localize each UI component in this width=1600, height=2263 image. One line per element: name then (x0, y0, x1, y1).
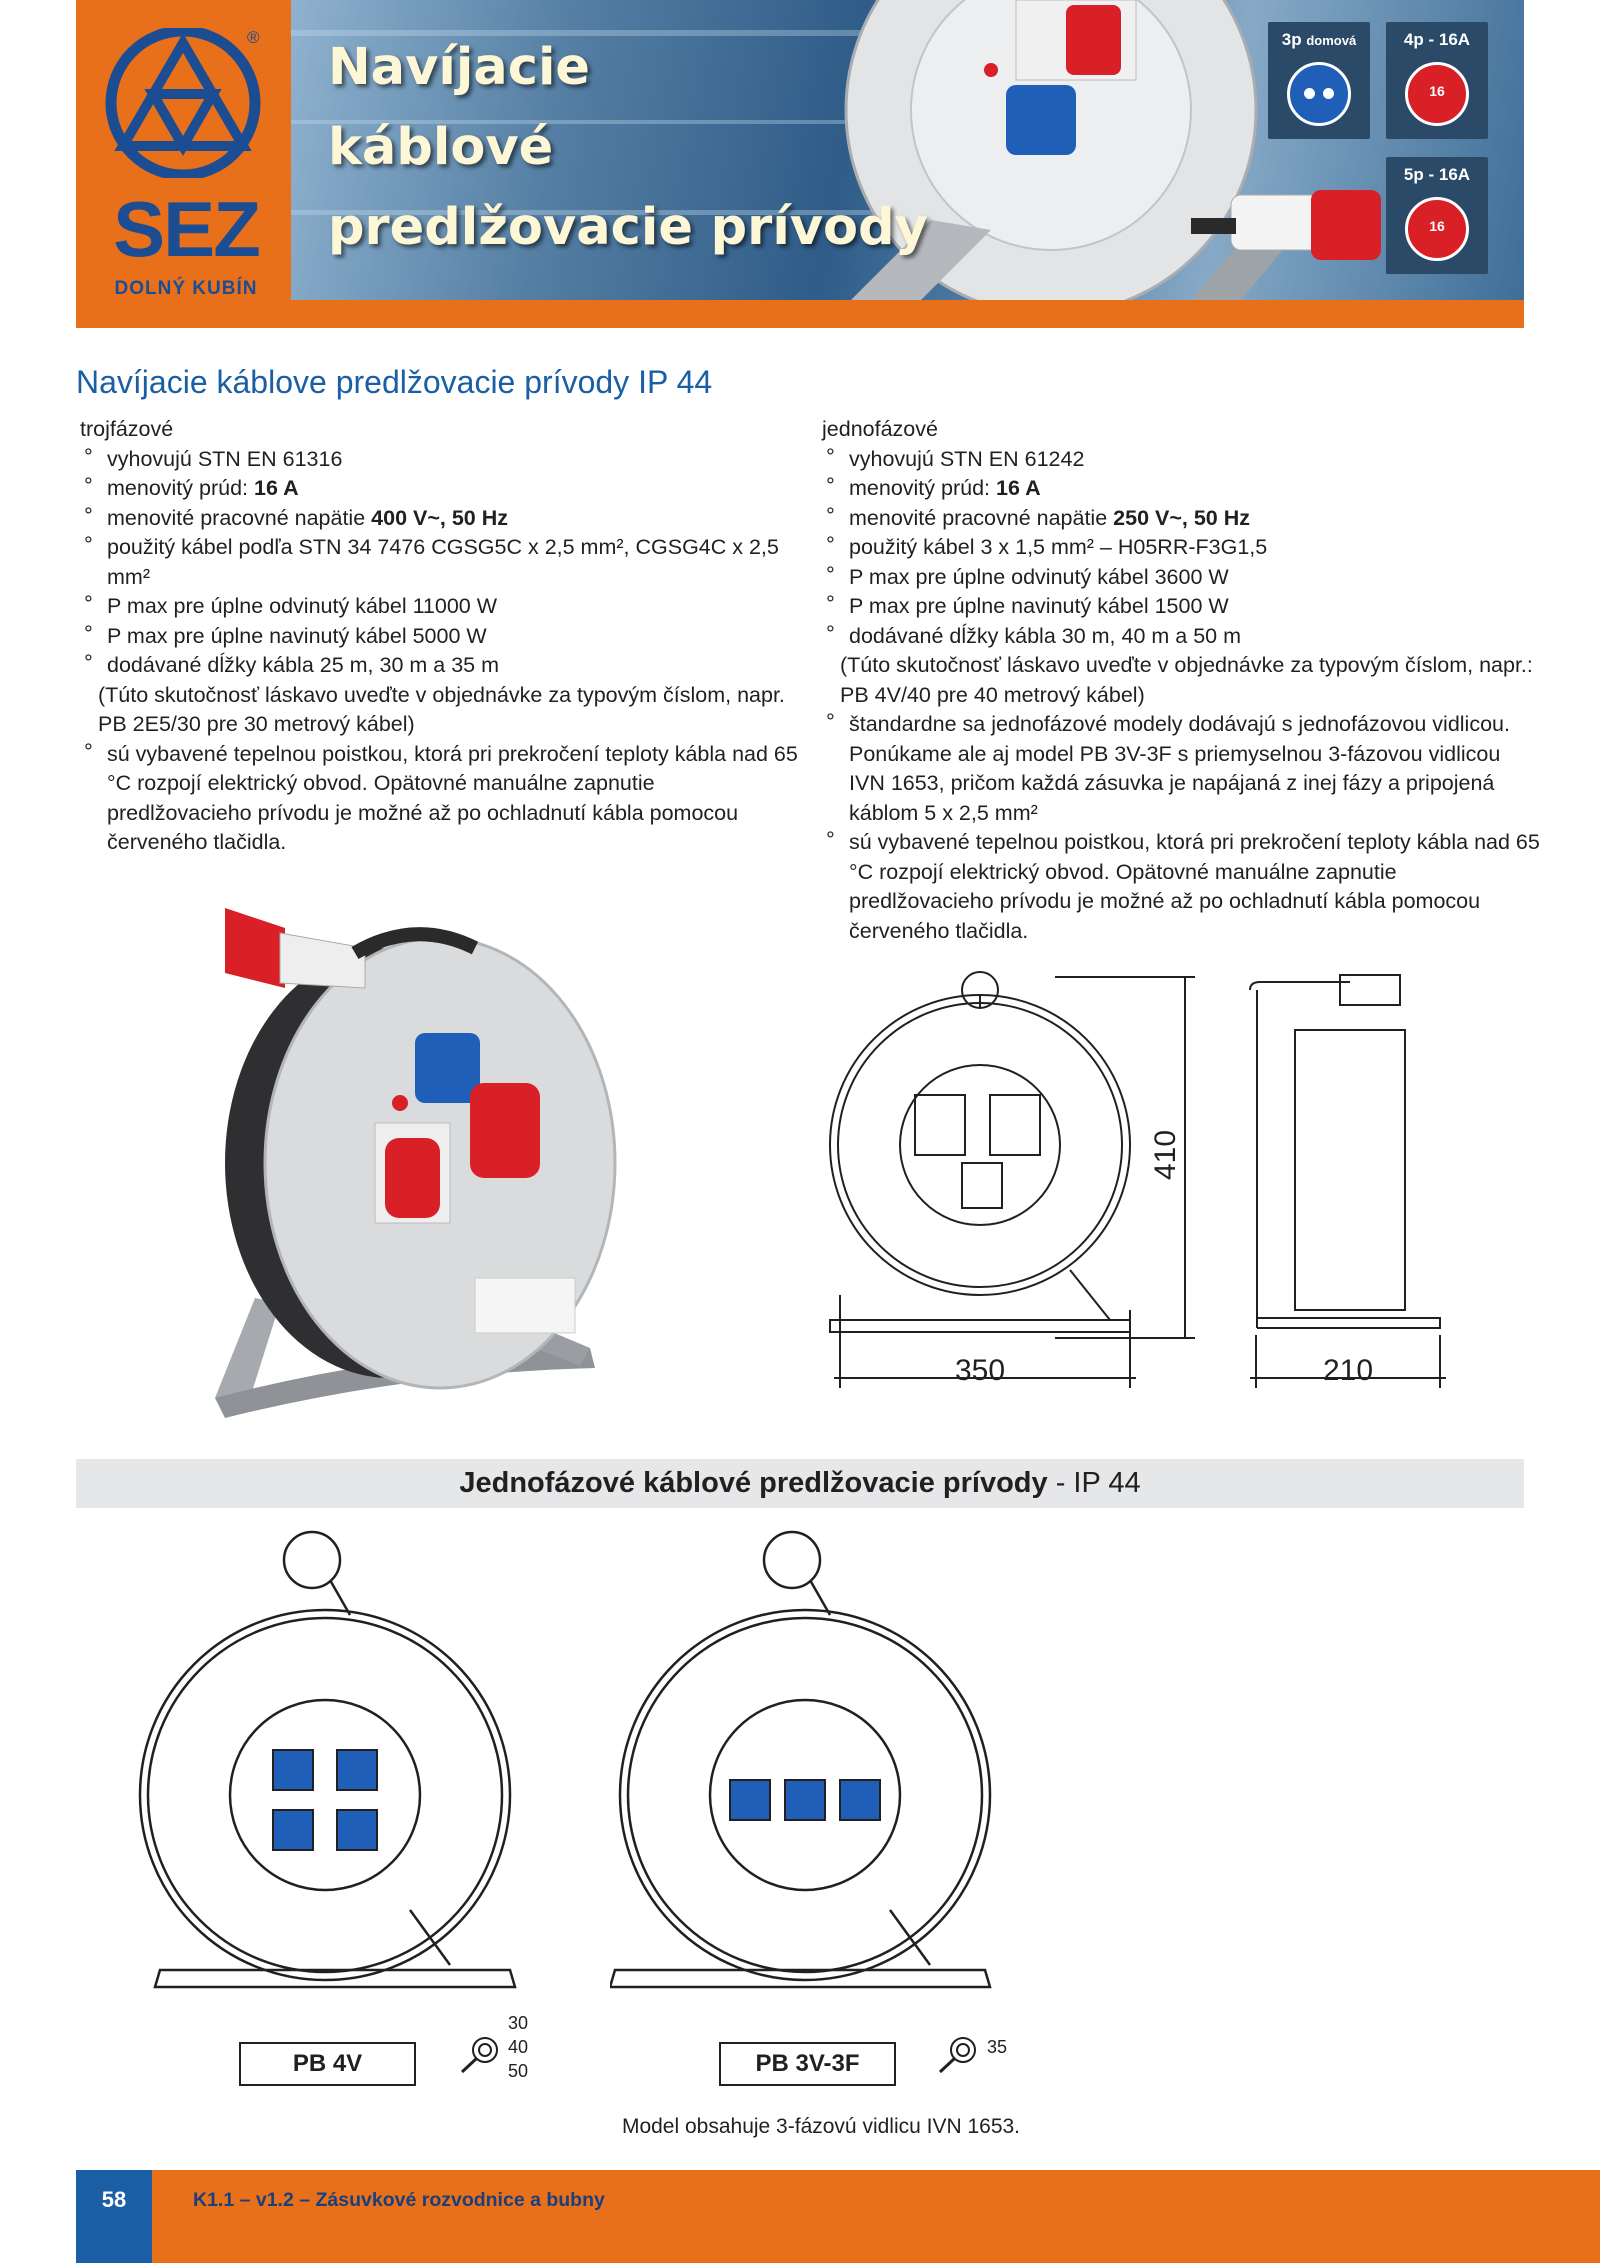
page-number-box (76, 2170, 152, 2263)
sez-logo-emblem (102, 28, 265, 178)
cable-coil-icon (452, 2030, 502, 2080)
spec-item: ° P max pre úplne navinutý kábel 1500 W (822, 592, 1542, 622)
pb-3v-3f-drawing (610, 1525, 1010, 2000)
model-label-pb-4v: PB 4V (239, 2042, 416, 2086)
spec-item: ° použitý kábel 3 x 1,5 mm² – H05RR-F3G1,5 (822, 533, 1542, 563)
spec-item: ° P max pre úplne navinutý kábel 5000 W (80, 622, 800, 652)
spec-item: ° vyhovujú STN EN 61316 (80, 445, 800, 475)
dimension-drawing (820, 970, 1450, 1410)
three-phase-heading: trojfázové (80, 417, 174, 441)
badge-4p (1386, 22, 1488, 139)
spec-item: ° menovité pracovné napätie 250 V~, 50 Hz (822, 504, 1542, 534)
banner-title-line: Navíjacie (328, 38, 591, 97)
spec-item: ° P max pre úplne odvinutý kábel 3600 W (822, 563, 1542, 593)
pb-4v-drawing (130, 1525, 530, 2000)
spec-item: ° dodávané dĺžky kábla 30 m, 40 m a 50 m (822, 622, 1542, 652)
spec-item: ° dodávané dĺžky kábla 25 m, 30 m a 35 m (80, 651, 800, 681)
subsection-title: Jednofázové káblové predlžovacie prívody - IP 44 (459, 1467, 1141, 1499)
dim-width: 350 (954, 1354, 1006, 1387)
logo-subtitle: DOLNÝ KUBÍN (114, 278, 258, 299)
spec-item: ° sú vybavené tepelnou poistkou, ktorá pri prekročení teploty kábla nad 65 °C rozpojí elektrický obvod. Opätovné manuálne zapnutie predlžovacieho prívodu je možné až po ochladnutí kábla pomocou červeného tlačidla. (822, 828, 1542, 946)
logo-name: SEZ (113, 185, 259, 273)
spec-item: ° štandardne sa jednofázové modely dodávajú s jednofázovou vidlicou. Ponúkame ale aj model PB 3V-3F s priemyselnou 3-fázovou vidlicou IVN 1653, pričom každá zásuvka je napájaná z inej fázy a pripojená káblom 5 x 2,5 mm² (822, 710, 1542, 828)
badge-label: 4p - 16A (1403, 30, 1471, 49)
spec-item: ° P max pre úplne odvinutý kábel 11000 W (80, 592, 800, 622)
footer-section-label: K1.1 – v1.2 – Zásuvkové rozvodnice a bubny (193, 2189, 605, 2211)
cee-5p-socket-icon: 16 (1405, 197, 1469, 261)
pb-4v-lengths: 30 40 50 (508, 2013, 529, 2081)
spec-item: ° menovitý prúd: 16 A (822, 474, 1542, 504)
badge-3p (1268, 22, 1370, 139)
section-title: Navíjacie káblove predlžovacie prívody IP 44 (76, 364, 713, 400)
cable-coil-icon (930, 2030, 980, 2080)
spec-item: ° vyhovujú STN EN 61242 (822, 445, 1542, 475)
spec-item: ° sú vybavené tepelnou poistkou, ktorá pri prekročení teploty kábla nad 65 °C rozpojí elektrický obvod. Opätovné manuálne zapnutie predlžovacieho prívodu je možné až po ochladnutí kábla pomocou červeného tlačidla. (80, 740, 800, 858)
banner-title-line: predlžovacie prívody (328, 198, 928, 257)
model-note: Model obsahuje 3-fázovú vidlicu IVN 1653. (621, 2115, 1021, 2138)
footer-bar (76, 2170, 1600, 2263)
pb-3v-3f-lengths: 35 (987, 2037, 1008, 2057)
spec-item: ° menovitý prúd: 16 A (80, 474, 800, 504)
schuko-socket-icon (1287, 62, 1351, 126)
dim-height: 410 (1149, 1129, 1182, 1181)
spec-item: ° menovité pracovné napätie 400 V~, 50 Hz (80, 504, 800, 534)
badge-label: 5p - 16A (1403, 165, 1471, 184)
page-number: 58 (101, 2187, 127, 2212)
badge-5p (1386, 157, 1488, 274)
three-phase-specs (80, 415, 800, 858)
badge-label: 3p domová (1281, 30, 1357, 49)
three-phase-reel-photo (195, 878, 625, 1423)
single-phase-specs (822, 415, 1542, 946)
dim-depth: 210 (1322, 1354, 1374, 1387)
cee-4p-socket-icon: 16 (1405, 62, 1469, 126)
single-phase-heading: jednofázové (822, 417, 938, 441)
model-label-pb-3v-3f: PB 3V-3F (719, 2042, 896, 2086)
spec-item: ° použitý kábel podľa STN 34 7476 CGSG5C x 2,5 mm², CGSG4C x 2,5 mm² (80, 533, 800, 592)
registered-mark: ® (247, 28, 260, 47)
banner-title (328, 28, 948, 268)
order-note: (Túto skutočnosť láskavo uveďte v objednávke za typovým číslom, napr.: PB 4V/40 pre 40 metrový kábel) (840, 653, 1533, 707)
order-note: (Túto skutočnosť láskavo uveďte v objednávke za typovým číslom, napr. PB 2E5/30 pre 30 metrový kábel) (98, 682, 785, 736)
banner-title-line: káblové (328, 118, 554, 177)
